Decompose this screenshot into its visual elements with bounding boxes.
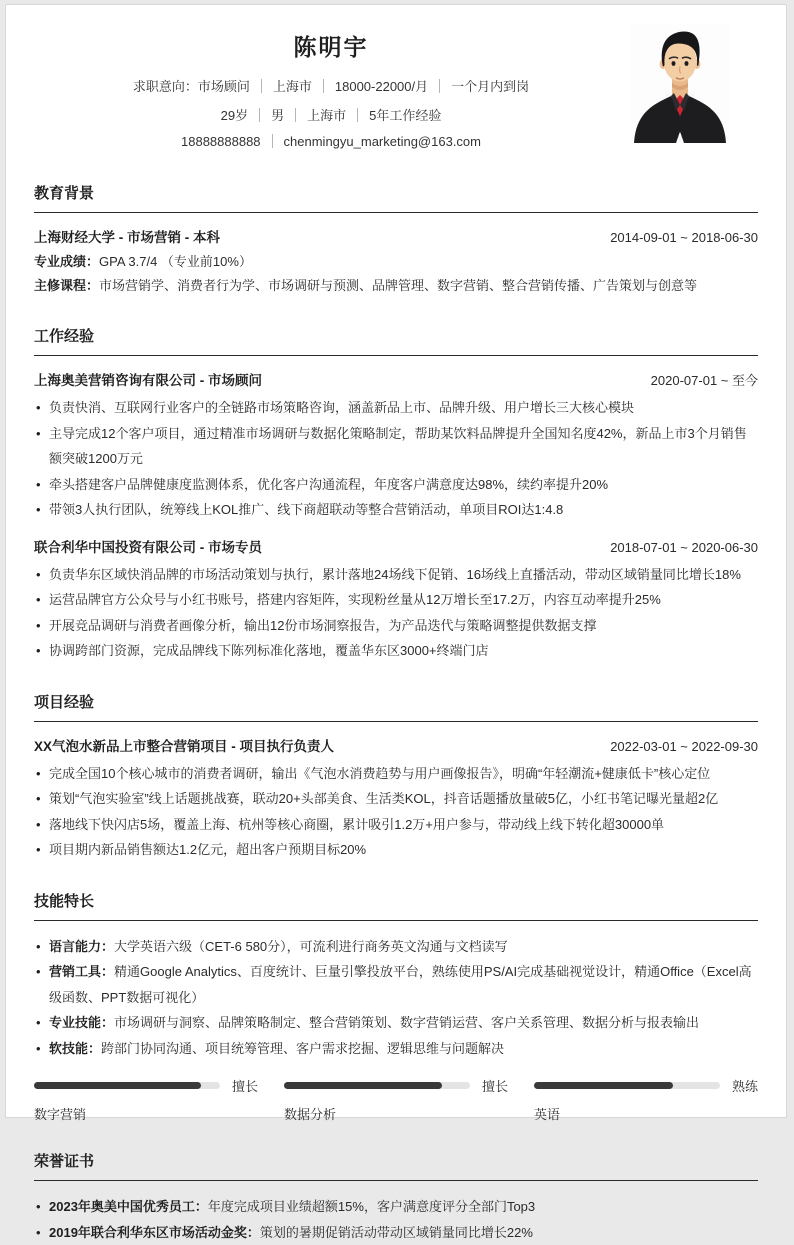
divider (272, 134, 273, 148)
skill-label: 软技能： (49, 1041, 101, 1056)
skill-name: 数字营销 (34, 1104, 258, 1123)
header-main (34, 29, 628, 149)
work-bullet: • 负责快消、互联网行业客户的全链路市场策略咨询，涵盖新品上市、品牌升级、用户增长三大核心模块 (34, 395, 758, 421)
skill-item (34, 1036, 758, 1062)
work-bullet: • 主导完成12个客户项目，通过精准市场调研与数据化策略制定，帮助某饮料品牌提升全国知名度42%，新品上市3个月销售额突破1200万元 (34, 421, 758, 472)
skill-bar-row (34, 1076, 258, 1095)
skill-name: 英语 (534, 1104, 758, 1123)
skill-bar (284, 1076, 508, 1123)
male-avatar-photo (630, 23, 730, 143)
section-title-honors: 荣誉证书 (34, 1150, 758, 1181)
candidate-name: 陈明宇 (34, 29, 628, 62)
email-address: chenmingyu_marketing@163.com (284, 134, 481, 149)
section-skills (34, 890, 758, 1124)
skill-label: 语言能力： (49, 939, 114, 954)
skill-bar-fill (34, 1082, 201, 1089)
phone-number: 18888888888 (181, 134, 261, 149)
skill-item (34, 1010, 758, 1036)
section-education (34, 182, 758, 298)
intent-item: 18000-22000/月 (335, 79, 428, 94)
gpa-row (34, 250, 758, 274)
honor-label: 2023年奥美中国优秀员工： (49, 1199, 208, 1214)
education-entry-head (34, 226, 758, 250)
courses-row (34, 274, 758, 298)
skill-label: 专业技能： (49, 1015, 114, 1030)
project-entry-head (34, 735, 758, 759)
section-project-experience (34, 691, 758, 863)
divider (323, 79, 324, 93)
divider (261, 79, 262, 93)
section-work-experience (34, 325, 758, 664)
work-bullet-list (34, 562, 758, 664)
work-entry (34, 536, 758, 664)
skill-bar (534, 1076, 758, 1123)
work-date-range: 2018-07-01 ~ 2020-06-30 (610, 536, 758, 560)
skill-bar-track (34, 1082, 220, 1089)
work-bullet: • 带领3人执行团队，统筹线上KOL推广、线下商超联动等整合营销活动，单项目ROI达1:4.8 (34, 497, 758, 523)
project-bullet: • 落地线下快闪店5场，覆盖上海、杭州等核心商圈，累计吸引1.2万+用户参与，带动线上线下转化超30000单 (34, 812, 758, 838)
work-entry-head (34, 369, 758, 393)
intent-item: 一个月内到岗 (451, 79, 529, 94)
work-date-range: 2020-07-01 ~ 至今 (651, 369, 758, 393)
info-item: 29岁 (221, 108, 248, 123)
info-item: 男 (271, 108, 284, 123)
project-bullet-list (34, 761, 758, 863)
skill-item (34, 959, 758, 1010)
info-item: 5年工作经验 (369, 108, 441, 123)
project-bullet: • 策划“气泡实验室”线上话题挑战赛，联动20+头部美食、生活类KOL，抖音话题播放量破5亿，小红书笔记曝光量超2亿 (34, 786, 758, 812)
skill-bar-track (534, 1082, 720, 1089)
courses-value: 市场营销学、消费者行为学、市场调研与预测、品牌管理、数字营销、整合营销传播、广告策划与创意等 (99, 278, 697, 293)
section-title-skills: 技能特长 (34, 890, 758, 921)
resume-page (5, 4, 787, 1118)
project-bullet: • 完成全国10个核心城市的消费者调研，输出《气泡水消费趋势与用户画像报告》，明确“年轻潮流+健康低卡”核心定位 (34, 761, 758, 787)
divider (259, 108, 260, 122)
skill-bar-row (284, 1076, 508, 1095)
honor-item (34, 1194, 758, 1220)
project-bullet: • 项目期内新品销售额达1.2亿元，超出客户预期目标20% (34, 837, 758, 863)
skill-level-label: 擅长 (232, 1076, 258, 1095)
company-role-title: 上海奥美营销咨询有限公司 - 市场顾问 (34, 369, 262, 393)
work-bullet-list (34, 395, 758, 523)
divider (439, 79, 440, 93)
skill-label: 营销工具： (49, 964, 114, 979)
skill-text: 精通Google Analytics、百度统计、巨量引擎投放平台，熟练使用PS/AI完成基础视觉设计，精通Office（Excel高级函数、PPT数据可视化） (49, 964, 752, 1005)
work-bullet: • 协调跨部门资源，完成品牌线下陈列标准化落地，覆盖华东区3000+终端门店 (34, 638, 758, 664)
work-entry-head (34, 536, 758, 560)
skill-name: 数据分析 (284, 1104, 508, 1123)
gpa-value: GPA 3.7/4 （专业前10%） (99, 254, 252, 269)
work-bullet: • 开展竞品调研与消费者画像分析，输出12份市场洞察报告，为产品迭代与策略调整提供数据支撑 (34, 613, 758, 639)
resume-header (34, 5, 758, 155)
work-entry (34, 369, 758, 523)
gpa-label: 专业成绩： (34, 254, 99, 269)
section-title-project: 项目经验 (34, 691, 758, 722)
project-entry (34, 735, 758, 863)
work-bullet: • 牵头搭建客户品牌健康度监测体系，优化客户沟通流程，年度客户满意度达98%，续约率提升20% (34, 472, 758, 498)
profile-photo (630, 23, 730, 143)
honor-label: 2019年联合利华东区市场活动金奖： (49, 1225, 260, 1240)
divider (357, 108, 358, 122)
intent-item: 上海市 (273, 79, 312, 94)
job-intent-line (34, 76, 628, 95)
education-entry (34, 226, 758, 298)
skills-list (34, 934, 758, 1062)
basic-info-line (34, 105, 628, 124)
section-honors (34, 1150, 758, 1245)
skill-text: 大学英语六级（CET-6 580分），可流利进行商务英文沟通与文档读写 (114, 939, 508, 954)
skill-level-label: 熟练 (732, 1076, 758, 1095)
skill-bars (34, 1076, 758, 1123)
section-title-work: 工作经验 (34, 325, 758, 356)
section-title-education: 教育背景 (34, 182, 758, 213)
project-date-range: 2022-03-01 ~ 2022-09-30 (610, 735, 758, 759)
skill-bar-track (284, 1082, 470, 1089)
skill-bar (34, 1076, 258, 1123)
education-date-range: 2014-09-01 ~ 2018-06-30 (610, 226, 758, 250)
skill-bar-fill (534, 1082, 673, 1089)
courses-label: 主修课程： (34, 278, 99, 293)
project-role-title: XX气泡水新品上市整合营销项目 - 项目执行负责人 (34, 735, 334, 759)
skill-bar-row (534, 1076, 758, 1095)
work-bullet: • 负责华东区域快消品牌的市场活动策划与执行，累计落地24场线下促销、16场线上直播活动，带动区域销量同比增长18% (34, 562, 758, 588)
work-bullet: • 运营品牌官方公众号与小红书账号，搭建内容矩阵，实现粉丝量从12万增长至17.2万，内容互动率提升25% (34, 587, 758, 613)
skill-text: 跨部门协同沟通、项目统筹管理、客户需求挖掘、逻辑思维与问题解决 (101, 1041, 504, 1056)
info-item: 上海市 (307, 108, 346, 123)
intent-item: 求职意向：市场顾问 (133, 79, 250, 94)
skill-level-label: 擅长 (482, 1076, 508, 1095)
divider (295, 108, 296, 122)
contact-line (34, 134, 628, 149)
school-degree-title: 上海财经大学 - 市场营销 - 本科 (34, 226, 220, 250)
honor-item (34, 1220, 758, 1245)
company-role-title: 联合利华中国投资有限公司 - 市场专员 (34, 536, 262, 560)
skill-text: 市场调研与洞察、品牌策略制定、整合营销策划、数字营销运营、客户关系管理、数据分析与报表输出 (114, 1015, 699, 1030)
honor-text: 策划的暑期促销活动带动区域销量同比增长22% (260, 1225, 533, 1240)
honor-text: 年度完成项目业绩超额15%，客户满意度评分全部门Top3 (208, 1199, 535, 1214)
skill-item (34, 934, 758, 960)
honors-list (34, 1194, 758, 1245)
skill-bar-fill (284, 1082, 442, 1089)
